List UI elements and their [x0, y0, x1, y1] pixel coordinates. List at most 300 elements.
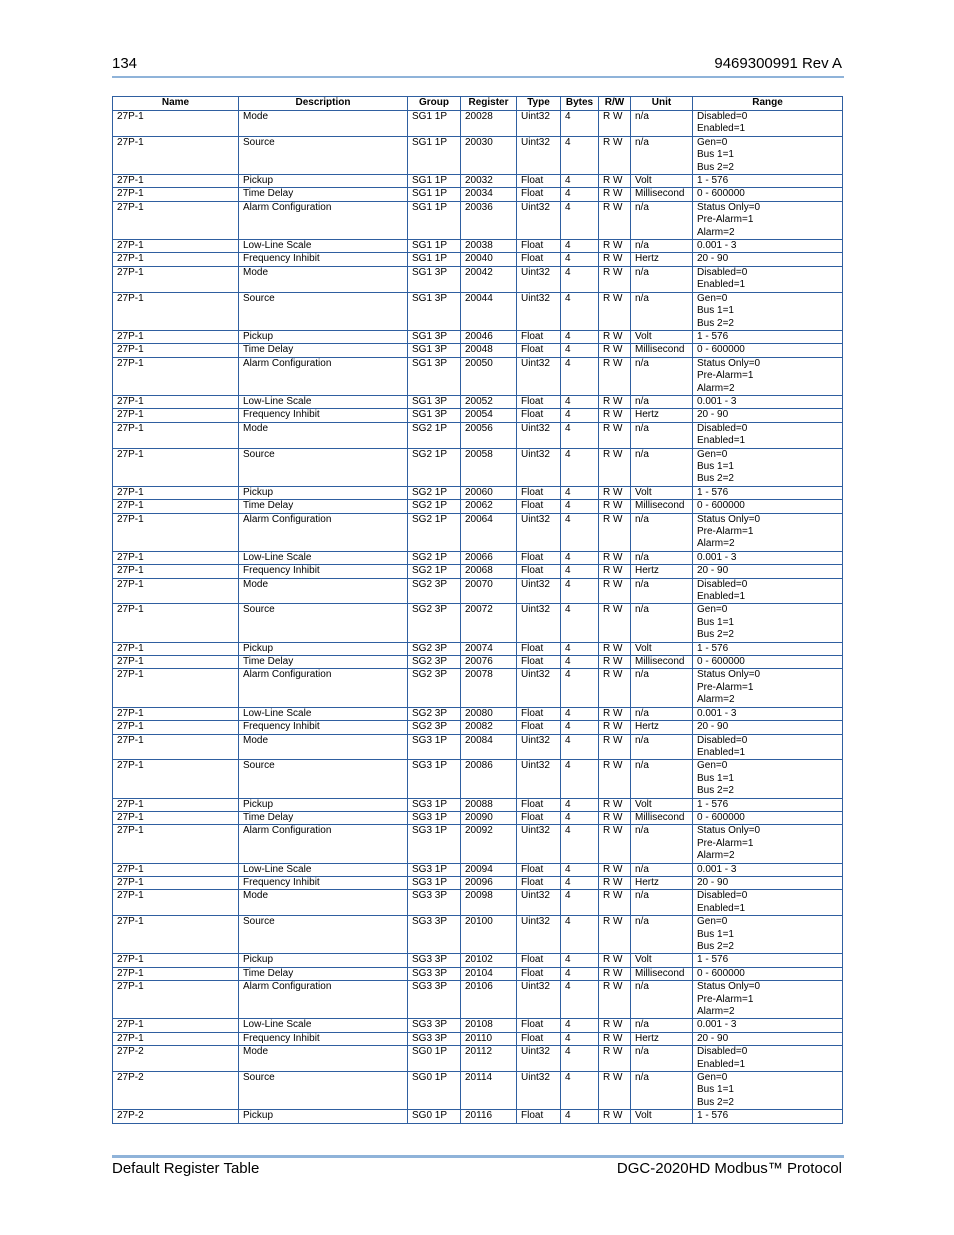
bytes-cell: 4: [561, 330, 599, 343]
unit-cell: n/a: [631, 357, 693, 395]
unit-cell: Hertz: [631, 876, 693, 889]
table-header-row: [113, 97, 843, 111]
bytes-cell: 4: [561, 357, 599, 395]
register-cell: 20106: [461, 981, 517, 1019]
unit-cell: n/a: [631, 578, 693, 604]
description-cell: Frequency Inhibit: [239, 409, 408, 422]
description-cell: Alarm Configuration: [239, 201, 408, 239]
column-header: Range: [693, 97, 843, 111]
bytes-cell: 4: [561, 811, 599, 824]
group-cell: SG1 1P: [408, 175, 461, 188]
rw-cell: R W: [599, 811, 631, 824]
group-cell: SG2 3P: [408, 707, 461, 720]
range-cell: 1 - 576: [693, 954, 843, 967]
type-cell: Float: [517, 1032, 561, 1045]
name-cell: 27P-1: [113, 707, 239, 720]
range-cell: Gen=0 Bus 1=1 Bus 2=2: [693, 604, 843, 642]
rw-cell: R W: [599, 266, 631, 292]
unit-cell: n/a: [631, 240, 693, 253]
type-cell: Float: [517, 551, 561, 564]
name-cell: 27P-1: [113, 240, 239, 253]
table-row: [113, 448, 843, 486]
register-cell: 20084: [461, 734, 517, 760]
name-cell: 27P-1: [113, 188, 239, 201]
table-row: [113, 513, 843, 551]
name-cell: 27P-1: [113, 551, 239, 564]
group-cell: SG3 1P: [408, 811, 461, 824]
table-row: [113, 500, 843, 513]
name-cell: 27P-2: [113, 1110, 239, 1123]
bytes-cell: 4: [561, 513, 599, 551]
unit-cell: n/a: [631, 513, 693, 551]
bytes-cell: 4: [561, 448, 599, 486]
name-cell: 27P-1: [113, 448, 239, 486]
type-cell: Uint32: [517, 266, 561, 292]
description-cell: Time Delay: [239, 500, 408, 513]
rw-cell: R W: [599, 669, 631, 707]
type-cell: Float: [517, 1110, 561, 1123]
type-cell: Uint32: [517, 669, 561, 707]
group-cell: SG3 1P: [408, 734, 461, 760]
unit-cell: Millisecond: [631, 967, 693, 980]
description-cell: Time Delay: [239, 967, 408, 980]
table-row: [113, 707, 843, 720]
group-cell: SG3 1P: [408, 825, 461, 863]
range-cell: 1 - 576: [693, 1110, 843, 1123]
type-cell: Float: [517, 188, 561, 201]
table-row: [113, 863, 843, 876]
group-cell: SG1 1P: [408, 253, 461, 266]
unit-cell: Volt: [631, 175, 693, 188]
name-cell: 27P-1: [113, 798, 239, 811]
bytes-cell: 4: [561, 642, 599, 655]
bytes-cell: 4: [561, 916, 599, 954]
register-cell: 20076: [461, 656, 517, 669]
unit-cell: n/a: [631, 1072, 693, 1110]
group-cell: SG2 1P: [408, 486, 461, 499]
range-cell: 0.001 - 3: [693, 395, 843, 408]
group-cell: SG2 3P: [408, 578, 461, 604]
description-cell: Time Delay: [239, 656, 408, 669]
name-cell: 27P-1: [113, 825, 239, 863]
group-cell: SG1 3P: [408, 344, 461, 357]
table-row: [113, 825, 843, 863]
bytes-cell: 4: [561, 604, 599, 642]
description-cell: Frequency Inhibit: [239, 1032, 408, 1045]
table-row: [113, 890, 843, 916]
bytes-cell: 4: [561, 565, 599, 578]
rw-cell: R W: [599, 486, 631, 499]
bytes-cell: 4: [561, 876, 599, 889]
table-row: [113, 656, 843, 669]
bytes-cell: 4: [561, 656, 599, 669]
group-cell: SG3 1P: [408, 863, 461, 876]
group-cell: SG2 3P: [408, 721, 461, 734]
register-cell: 20114: [461, 1072, 517, 1110]
unit-cell: Hertz: [631, 565, 693, 578]
group-cell: SG3 1P: [408, 876, 461, 889]
bytes-cell: 4: [561, 1019, 599, 1032]
name-cell: 27P-1: [113, 876, 239, 889]
register-cell: 20040: [461, 253, 517, 266]
table-row: [113, 344, 843, 357]
register-cell: 20062: [461, 500, 517, 513]
table-row: [113, 669, 843, 707]
description-cell: Time Delay: [239, 811, 408, 824]
table-row: [113, 760, 843, 798]
bytes-cell: 4: [561, 760, 599, 798]
type-cell: Float: [517, 656, 561, 669]
group-cell: SG3 3P: [408, 890, 461, 916]
name-cell: 27P-1: [113, 604, 239, 642]
name-cell: 27P-1: [113, 811, 239, 824]
register-cell: 20074: [461, 642, 517, 655]
page-header: [112, 55, 842, 73]
group-cell: SG2 3P: [408, 669, 461, 707]
bytes-cell: 4: [561, 111, 599, 137]
rw-cell: R W: [599, 1046, 631, 1072]
unit-cell: n/a: [631, 395, 693, 408]
table-row: [113, 240, 843, 253]
group-cell: SG1 1P: [408, 111, 461, 137]
name-cell: 27P-1: [113, 656, 239, 669]
name-cell: 27P-1: [113, 890, 239, 916]
range-cell: Disabled=0 Enabled=1: [693, 1046, 843, 1072]
column-header: Name: [113, 97, 239, 111]
bytes-cell: 4: [561, 1046, 599, 1072]
range-cell: 1 - 576: [693, 798, 843, 811]
group-cell: SG2 1P: [408, 565, 461, 578]
name-cell: 27P-1: [113, 513, 239, 551]
name-cell: 27P-1: [113, 253, 239, 266]
range-cell: Gen=0 Bus 1=1 Bus 2=2: [693, 1072, 843, 1110]
rw-cell: R W: [599, 981, 631, 1019]
register-cell: 20060: [461, 486, 517, 499]
group-cell: SG1 3P: [408, 409, 461, 422]
group-cell: SG1 3P: [408, 266, 461, 292]
type-cell: Float: [517, 409, 561, 422]
name-cell: 27P-1: [113, 863, 239, 876]
group-cell: SG3 3P: [408, 1032, 461, 1045]
description-cell: Low-Line Scale: [239, 240, 408, 253]
description-cell: Pickup: [239, 954, 408, 967]
unit-cell: Volt: [631, 954, 693, 967]
type-cell: Uint32: [517, 111, 561, 137]
description-cell: Low-Line Scale: [239, 551, 408, 564]
type-cell: Uint32: [517, 760, 561, 798]
rw-cell: R W: [599, 916, 631, 954]
table-row: [113, 253, 843, 266]
name-cell: 27P-1: [113, 111, 239, 137]
register-cell: 20028: [461, 111, 517, 137]
range-cell: Gen=0 Bus 1=1 Bus 2=2: [693, 292, 843, 330]
column-header: Unit: [631, 97, 693, 111]
table-row: [113, 136, 843, 174]
bytes-cell: 4: [561, 409, 599, 422]
table-row: [113, 292, 843, 330]
description-cell: Mode: [239, 1046, 408, 1072]
group-cell: SG2 3P: [408, 604, 461, 642]
table-row: [113, 578, 843, 604]
group-cell: SG1 1P: [408, 201, 461, 239]
group-cell: SG3 3P: [408, 954, 461, 967]
range-cell: 20 - 90: [693, 721, 843, 734]
register-cell: 20112: [461, 1046, 517, 1072]
unit-cell: n/a: [631, 448, 693, 486]
name-cell: 27P-1: [113, 201, 239, 239]
table-row: [113, 1032, 843, 1045]
type-cell: Uint32: [517, 981, 561, 1019]
table-row: [113, 967, 843, 980]
table-row: [113, 1110, 843, 1123]
type-cell: Float: [517, 240, 561, 253]
register-cell: 20102: [461, 954, 517, 967]
rw-cell: R W: [599, 357, 631, 395]
bytes-cell: 4: [561, 1110, 599, 1123]
description-cell: Pickup: [239, 175, 408, 188]
name-cell: 27P-1: [113, 981, 239, 1019]
type-cell: Uint32: [517, 357, 561, 395]
table-row: [113, 357, 843, 395]
rw-cell: R W: [599, 292, 631, 330]
range-cell: Disabled=0 Enabled=1: [693, 111, 843, 137]
unit-cell: Volt: [631, 798, 693, 811]
bytes-cell: 4: [561, 967, 599, 980]
bytes-cell: 4: [561, 422, 599, 448]
register-cell: 20100: [461, 916, 517, 954]
table-row: [113, 981, 843, 1019]
description-cell: Frequency Inhibit: [239, 565, 408, 578]
name-cell: 27P-1: [113, 916, 239, 954]
unit-cell: Millisecond: [631, 188, 693, 201]
range-cell: Status Only=0 Pre-Alarm=1 Alarm=2: [693, 201, 843, 239]
description-cell: Mode: [239, 734, 408, 760]
table-row: [113, 565, 843, 578]
bytes-cell: 4: [561, 253, 599, 266]
group-cell: SG1 1P: [408, 188, 461, 201]
unit-cell: n/a: [631, 604, 693, 642]
description-cell: Source: [239, 760, 408, 798]
register-cell: 20052: [461, 395, 517, 408]
type-cell: Float: [517, 253, 561, 266]
type-cell: Float: [517, 486, 561, 499]
description-cell: Alarm Configuration: [239, 357, 408, 395]
rw-cell: R W: [599, 954, 631, 967]
page-number: 134: [112, 55, 138, 72]
name-cell: 27P-1: [113, 500, 239, 513]
group-cell: SG3 3P: [408, 967, 461, 980]
type-cell: Float: [517, 642, 561, 655]
register-cell: 20030: [461, 136, 517, 174]
rw-cell: R W: [599, 1110, 631, 1123]
column-header: Description: [239, 97, 408, 111]
range-cell: 1 - 576: [693, 486, 843, 499]
register-cell: 20082: [461, 721, 517, 734]
table-row: [113, 798, 843, 811]
unit-cell: n/a: [631, 201, 693, 239]
name-cell: 27P-1: [113, 967, 239, 980]
description-cell: Mode: [239, 111, 408, 137]
register-table: [112, 96, 843, 1124]
name-cell: 27P-1: [113, 175, 239, 188]
unit-cell: n/a: [631, 136, 693, 174]
range-cell: Status Only=0 Pre-Alarm=1 Alarm=2: [693, 357, 843, 395]
type-cell: Uint32: [517, 136, 561, 174]
register-cell: 20078: [461, 669, 517, 707]
name-cell: 27P-1: [113, 357, 239, 395]
group-cell: SG3 3P: [408, 981, 461, 1019]
range-cell: Disabled=0 Enabled=1: [693, 266, 843, 292]
range-cell: Gen=0 Bus 1=1 Bus 2=2: [693, 448, 843, 486]
description-cell: Alarm Configuration: [239, 825, 408, 863]
range-cell: Status Only=0 Pre-Alarm=1 Alarm=2: [693, 513, 843, 551]
bytes-cell: 4: [561, 734, 599, 760]
description-cell: Time Delay: [239, 188, 408, 201]
range-cell: Status Only=0 Pre-Alarm=1 Alarm=2: [693, 825, 843, 863]
register-cell: 20072: [461, 604, 517, 642]
unit-cell: n/a: [631, 825, 693, 863]
register-cell: 20036: [461, 201, 517, 239]
rw-cell: R W: [599, 513, 631, 551]
bytes-cell: 4: [561, 500, 599, 513]
unit-cell: n/a: [631, 551, 693, 564]
rw-cell: R W: [599, 825, 631, 863]
bytes-cell: 4: [561, 188, 599, 201]
description-cell: Frequency Inhibit: [239, 876, 408, 889]
register-cell: 20092: [461, 825, 517, 863]
register-cell: 20086: [461, 760, 517, 798]
description-cell: Pickup: [239, 1110, 408, 1123]
description-cell: Source: [239, 604, 408, 642]
name-cell: 27P-1: [113, 292, 239, 330]
column-header: Register: [461, 97, 517, 111]
rw-cell: R W: [599, 721, 631, 734]
name-cell: 27P-1: [113, 409, 239, 422]
type-cell: Float: [517, 876, 561, 889]
unit-cell: Millisecond: [631, 656, 693, 669]
type-cell: Float: [517, 798, 561, 811]
unit-cell: Hertz: [631, 409, 693, 422]
range-cell: Disabled=0 Enabled=1: [693, 890, 843, 916]
name-cell: 27P-1: [113, 642, 239, 655]
name-cell: 27P-1: [113, 760, 239, 798]
bytes-cell: 4: [561, 292, 599, 330]
type-cell: Uint32: [517, 292, 561, 330]
description-cell: Pickup: [239, 642, 408, 655]
rw-cell: R W: [599, 734, 631, 760]
unit-cell: n/a: [631, 422, 693, 448]
range-cell: 0 - 600000: [693, 811, 843, 824]
group-cell: SG3 1P: [408, 798, 461, 811]
bytes-cell: 4: [561, 240, 599, 253]
footer-product-title: DGC-2020HD Modbus™ Protocol: [616, 1160, 842, 1177]
type-cell: Uint32: [517, 448, 561, 486]
bytes-cell: 4: [561, 1072, 599, 1110]
bytes-cell: 4: [561, 863, 599, 876]
bytes-cell: 4: [561, 798, 599, 811]
unit-cell: Hertz: [631, 253, 693, 266]
range-cell: 0 - 600000: [693, 500, 843, 513]
rw-cell: R W: [599, 798, 631, 811]
unit-cell: Hertz: [631, 721, 693, 734]
range-cell: 20 - 90: [693, 253, 843, 266]
register-cell: 20042: [461, 266, 517, 292]
range-cell: 0 - 600000: [693, 967, 843, 980]
register-cell: 20104: [461, 967, 517, 980]
unit-cell: n/a: [631, 760, 693, 798]
register-cell: 20044: [461, 292, 517, 330]
bytes-cell: 4: [561, 344, 599, 357]
description-cell: Frequency Inhibit: [239, 721, 408, 734]
register-cell: 20110: [461, 1032, 517, 1045]
group-cell: SG1 3P: [408, 292, 461, 330]
rw-cell: R W: [599, 448, 631, 486]
description-cell: Pickup: [239, 330, 408, 343]
register-cell: 20032: [461, 175, 517, 188]
group-cell: SG2 1P: [408, 500, 461, 513]
name-cell: 27P-2: [113, 1046, 239, 1072]
description-cell: Mode: [239, 266, 408, 292]
unit-cell: Hertz: [631, 1032, 693, 1045]
register-cell: 20050: [461, 357, 517, 395]
rw-cell: R W: [599, 240, 631, 253]
unit-cell: Volt: [631, 642, 693, 655]
register-cell: 20116: [461, 1110, 517, 1123]
range-cell: 20 - 90: [693, 565, 843, 578]
unit-cell: n/a: [631, 707, 693, 720]
table-row: [113, 395, 843, 408]
unit-cell: n/a: [631, 981, 693, 1019]
range-cell: Gen=0 Bus 1=1 Bus 2=2: [693, 136, 843, 174]
range-cell: 0 - 600000: [693, 344, 843, 357]
unit-cell: Volt: [631, 486, 693, 499]
rw-cell: R W: [599, 201, 631, 239]
range-cell: 0.001 - 3: [693, 240, 843, 253]
table-row: [113, 604, 843, 642]
bytes-cell: 4: [561, 707, 599, 720]
name-cell: 27P-1: [113, 669, 239, 707]
range-cell: 20 - 90: [693, 876, 843, 889]
description-cell: Source: [239, 292, 408, 330]
rw-cell: R W: [599, 188, 631, 201]
description-cell: Source: [239, 136, 408, 174]
header-divider: [112, 76, 844, 78]
name-cell: 27P-1: [113, 266, 239, 292]
rw-cell: R W: [599, 253, 631, 266]
range-cell: Disabled=0 Enabled=1: [693, 578, 843, 604]
column-header: Bytes: [561, 97, 599, 111]
register-cell: 20088: [461, 798, 517, 811]
unit-cell: n/a: [631, 890, 693, 916]
rw-cell: R W: [599, 1019, 631, 1032]
description-cell: Time Delay: [239, 344, 408, 357]
rw-cell: R W: [599, 175, 631, 188]
bytes-cell: 4: [561, 201, 599, 239]
group-cell: SG2 3P: [408, 656, 461, 669]
description-cell: Low-Line Scale: [239, 863, 408, 876]
unit-cell: n/a: [631, 1046, 693, 1072]
register-cell: 20058: [461, 448, 517, 486]
range-cell: 1 - 576: [693, 330, 843, 343]
name-cell: 27P-1: [113, 395, 239, 408]
register-cell: 20068: [461, 565, 517, 578]
table-row: [113, 175, 843, 188]
unit-cell: Millisecond: [631, 500, 693, 513]
rw-cell: R W: [599, 500, 631, 513]
table-row: [113, 916, 843, 954]
rw-cell: R W: [599, 136, 631, 174]
table-row: [113, 409, 843, 422]
